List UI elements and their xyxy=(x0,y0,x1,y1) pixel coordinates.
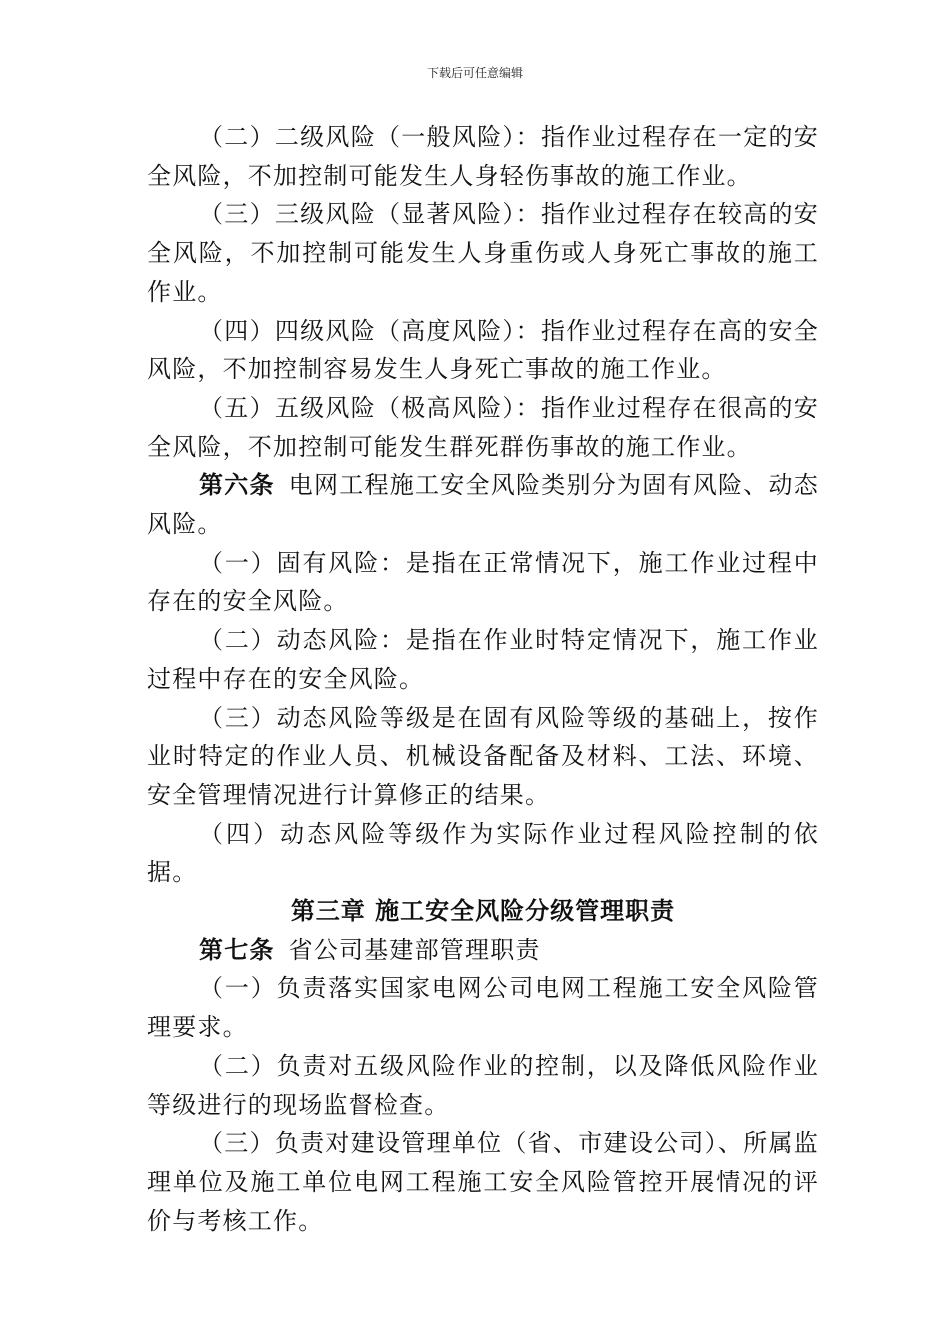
paragraph-duty-3: （三）负责对建设管理单位（省、市建设公司）、所属监理单位及施工单位电网工程施工安全风险管控开展情况的评价与考核工作。 xyxy=(147,1129,819,1235)
paragraph-level2-risk: （二）二级风险（一般风险）：指作业过程存在一定的安全风险，不加控制可能发生人身轻伤事故的施工作业。 xyxy=(147,123,819,190)
paragraph-duty-1: （一）负责落实国家电网公司电网工程施工安全风险管理要求。 xyxy=(147,974,819,1042)
article-7 xyxy=(147,931,819,970)
paragraph-dynamic-risk-level: （三）动态风险等级是在固有风险等级的基础上，按作业时特定的作业人员、机械设备配备及材料、工法、环境、安全管理情况进行计算修正的结果。 xyxy=(147,703,819,809)
paragraph-level3-risk: （三）三级风险（显著风险）：指作业过程存在较高的安全风险，不加控制可能发生人身重伤或人身死亡事故的施工作业。 xyxy=(147,200,819,306)
chapter-3-heading: 第三章 施工安全风险分级管理职责 xyxy=(290,897,676,926)
article-6-title: 第六条 xyxy=(199,471,275,500)
article-6 xyxy=(147,466,819,543)
paragraph-inherent-risk: （一）固有风险：是指在正常情况下，施工作业过程中存在的安全风险。 xyxy=(147,548,819,616)
article-7-text: 省公司基建部管理职责 xyxy=(288,935,541,964)
paragraph-level4-risk: （四）四级风险（高度风险）：指作业过程存在高的安全风险，不加控制容易发生人身死亡事故的施工作业。 xyxy=(147,316,819,384)
page-header-note: 下载后可任意编辑 xyxy=(426,66,523,80)
article-6-text: 电网工程施工安全风险类别分为固有风险、动态风险。 xyxy=(147,471,819,539)
article-7-title: 第七条 xyxy=(199,935,275,964)
paragraph-dynamic-risk-basis: （四）动态风险等级作为实际作业过程风险控制的依据。 xyxy=(147,819,819,887)
paragraph-duty-2: （二）负责对五级风险作业的控制，以及降低风险作业等级进行的现场监督检查。 xyxy=(147,1051,819,1119)
document-body xyxy=(147,118,819,1240)
paragraph-level5-risk: （五）五级风险（极高风险）：指作业过程存在很高的安全风险，不加控制可能发生群死群伤事故的施工作业。 xyxy=(147,393,819,461)
paragraph-dynamic-risk: （二）动态风险：是指在作业时特定情况下，施工作业过程中存在的安全风险。 xyxy=(147,626,819,693)
